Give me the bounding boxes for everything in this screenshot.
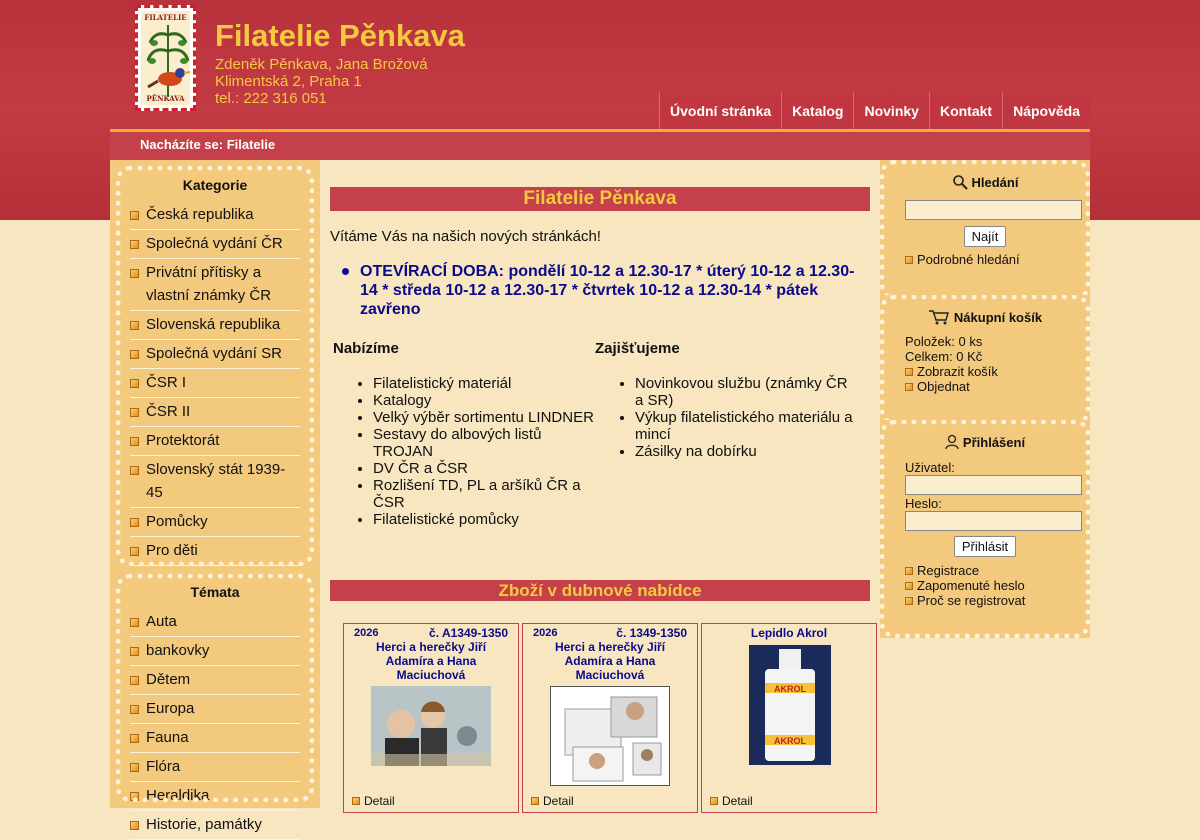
cart-total: Celkem: 0 Kč — [905, 349, 983, 364]
offer-item: • DV ČR a ČSR — [373, 460, 595, 477]
login-box — [880, 420, 1090, 638]
logo-text-top: FILATELIE — [144, 13, 187, 22]
site-contact — [215, 56, 428, 107]
topics-list — [130, 608, 300, 840]
nav-catalog[interactable]: Katalog — [781, 92, 853, 130]
product-name[interactable]: Herci a herečky Jiří Adamíra a Hana Maciuchová — [554, 640, 666, 682]
category-item[interactable]: Slovenský stát 1939-45 — [130, 456, 300, 508]
provide-column — [595, 340, 857, 460]
bullet-icon — [905, 597, 913, 605]
bullet-icon — [130, 408, 139, 417]
topic-item[interactable]: Europa — [130, 695, 300, 724]
topic-item[interactable]: Historie, památky — [130, 811, 300, 840]
topics-title: Témata — [190, 584, 240, 600]
svg-text:AKROL: AKROL — [774, 736, 806, 746]
password-label: Heslo: — [905, 496, 942, 511]
topic-item[interactable]: Flóra — [130, 753, 300, 782]
search-box — [880, 160, 1090, 300]
bullet-icon — [130, 734, 139, 743]
register-link[interactable]: Registrace — [905, 563, 1090, 578]
main-content — [320, 160, 880, 808]
password-input[interactable] — [905, 511, 1082, 531]
opening-hours: OTEVÍRACÍ DOBA: pondělí 10-12 a 12.30-17 * úterý 10-12 a 12.30-14 * středa 10-12 a 12.30-17 * čtvrtek 10-12 a 12.30-14 * pátek zavřeno — [340, 262, 870, 319]
nav-home[interactable]: Úvodní stránka — [659, 92, 781, 130]
page-title: Filatelie Pěnkava — [330, 187, 870, 211]
username-input[interactable] — [905, 475, 1082, 495]
product-detail-link[interactable]: Detail — [352, 794, 395, 808]
bullet-icon — [130, 211, 139, 220]
bullet-icon — [130, 705, 139, 714]
bullet-icon — [130, 676, 139, 685]
product-number: č. A1349-1350 — [429, 626, 508, 640]
bullet-icon — [905, 582, 913, 590]
product-image[interactable] — [550, 686, 670, 786]
bullet-icon — [130, 821, 139, 830]
product-image[interactable] — [749, 645, 831, 765]
categories-list — [130, 201, 300, 594]
bullet-icon — [905, 383, 913, 391]
bullet-icon — [905, 567, 913, 575]
offer-item: • Filatelistické pomůcky — [373, 511, 595, 528]
bullet-icon — [130, 647, 139, 656]
bullet-icon — [905, 256, 913, 264]
provide-item: • Výkup filatelistického materiálu a mincí — [635, 409, 857, 443]
nav-contact[interactable]: Kontakt — [929, 92, 1002, 130]
product-number: č. 1349-1350 — [616, 626, 687, 640]
category-item[interactable]: Společná vydání SR — [130, 340, 300, 369]
forgot-password-link[interactable]: Zapomenuté heslo — [905, 578, 1090, 593]
categories-title: Kategorie — [182, 177, 248, 193]
offer-item: • Filatelistický materiál — [373, 375, 595, 392]
product-image[interactable] — [371, 686, 491, 766]
bullet-icon — [130, 240, 139, 249]
user-icon — [945, 434, 959, 450]
show-cart-link[interactable]: Zobrazit košík — [905, 364, 1090, 379]
product-year: 2026 — [354, 627, 379, 639]
topic-item[interactable]: Auta — [130, 608, 300, 637]
logo-text-bottom: PĚNKAVA — [146, 94, 185, 103]
product-card[interactable] — [701, 623, 877, 813]
product-card[interactable] — [522, 623, 698, 813]
advanced-search-link[interactable]: Podrobné hledání — [905, 252, 1090, 267]
owners: Zdeněk Pěnkava, Jana Brožová — [215, 56, 428, 73]
category-item[interactable]: Společná vydání ČR — [130, 230, 300, 259]
order-link[interactable]: Objednat — [905, 379, 1090, 394]
offer-list — [333, 375, 595, 528]
bullet-icon — [352, 797, 360, 805]
offer-item: • Velký výběr sortimentu LINDNER — [373, 409, 595, 426]
breadcrumb: Nacházíte se: Filatelie — [110, 132, 1090, 160]
topic-item[interactable]: bankovky — [130, 637, 300, 666]
cart-icon — [928, 309, 950, 325]
provide-item: • Zásilky na dobírku — [635, 443, 857, 460]
username-label: Uživatel: — [905, 460, 955, 475]
bullet-icon — [710, 797, 718, 805]
category-item[interactable]: ČSR II — [130, 398, 300, 427]
site-title[interactable]: Filatelie Pěnkava — [215, 18, 465, 53]
search-input[interactable] — [905, 200, 1082, 220]
offer-item: • Katalogy — [373, 392, 595, 409]
offer-title: Nabízíme — [333, 340, 399, 357]
bullet-icon — [130, 269, 139, 278]
bullet-icon — [130, 437, 139, 446]
category-item[interactable]: Protektorát — [130, 427, 300, 456]
offer-item: • Sestavy do albových listů TROJAN — [373, 426, 595, 460]
bullet-icon — [130, 618, 139, 627]
offer-column — [333, 340, 595, 528]
login-title: Přihlášení — [962, 434, 1026, 450]
product-detail-link[interactable]: Detail — [710, 794, 753, 808]
category-item[interactable]: Privátní přítisky a vlastní známky ČR — [130, 259, 300, 311]
search-header — [880, 160, 1090, 190]
product-grid — [333, 623, 869, 823]
cart-items: Položek: 0 ks — [905, 334, 983, 349]
bullet-icon — [130, 518, 139, 527]
product-detail-link[interactable]: Detail — [531, 794, 574, 808]
bullet-icon — [130, 350, 139, 359]
svg-text:AKROL: AKROL — [774, 684, 806, 694]
category-item[interactable]: Pro děti — [130, 537, 300, 566]
cart-title: Nákupní košík — [953, 309, 1043, 325]
cart-header — [880, 295, 1090, 325]
login-button[interactable]: Přihlásit — [954, 536, 1016, 557]
topic-item[interactable]: Dětem — [130, 666, 300, 695]
cart-box — [880, 295, 1090, 425]
magnifier-icon — [952, 174, 968, 190]
bullet-icon — [130, 792, 139, 801]
provide-item: • Novinkovou službu (známky ČR a SR) — [635, 375, 857, 409]
bullet-icon — [130, 547, 139, 556]
phone: tel.: 222 316 051 — [215, 90, 327, 107]
categories-box — [110, 160, 320, 572]
topic-item[interactable]: Heraldika — [130, 782, 300, 811]
product-year: 2026 — [533, 627, 558, 639]
main-nav — [659, 92, 1090, 130]
nav-news[interactable]: Novinky — [853, 92, 928, 130]
category-item[interactable]: Česká republika — [130, 201, 300, 230]
bullet-icon — [130, 321, 139, 330]
login-header — [880, 420, 1090, 450]
bullet-icon — [531, 797, 539, 805]
category-item[interactable]: Slovenská republika — [130, 311, 300, 340]
site-logo[interactable] — [135, 5, 196, 111]
search-button[interactable]: Najít — [964, 226, 1007, 247]
bird-illustration — [144, 21, 193, 101]
offers-title: Zboží v dubnové nabídce — [330, 580, 870, 601]
bullet-icon — [130, 466, 139, 475]
product-name[interactable]: Lepidlo Akrol — [750, 626, 828, 640]
nav-help[interactable]: Nápověda — [1002, 92, 1090, 130]
provide-list — [595, 375, 857, 460]
bullet-icon — [130, 379, 139, 388]
provide-title: Zajišťujeme — [595, 340, 680, 357]
why-register-link[interactable]: Proč se registrovat — [905, 593, 1090, 608]
search-title: Hledání — [971, 174, 1019, 190]
category-item[interactable]: Pomůcky — [130, 508, 300, 537]
bullet-icon — [905, 368, 913, 376]
bullet-icon — [130, 763, 139, 772]
product-name[interactable]: Herci a herečky Jiří Adamíra a Hana Maciuchová — [375, 640, 487, 682]
address: Klimentská 2, Praha 1 — [215, 73, 362, 90]
topics-box — [110, 568, 320, 833]
category-item[interactable]: ČSR I — [130, 369, 300, 398]
page-wrapper — [110, 0, 1090, 833]
product-card[interactable] — [343, 623, 519, 813]
offer-item: • Rozlišení TD, PL a aršíků ČR a ČSR — [373, 477, 595, 511]
topic-item[interactable]: Fauna — [130, 724, 300, 753]
welcome-text: Vítáme Vás na našich nových stránkách! — [330, 228, 601, 245]
